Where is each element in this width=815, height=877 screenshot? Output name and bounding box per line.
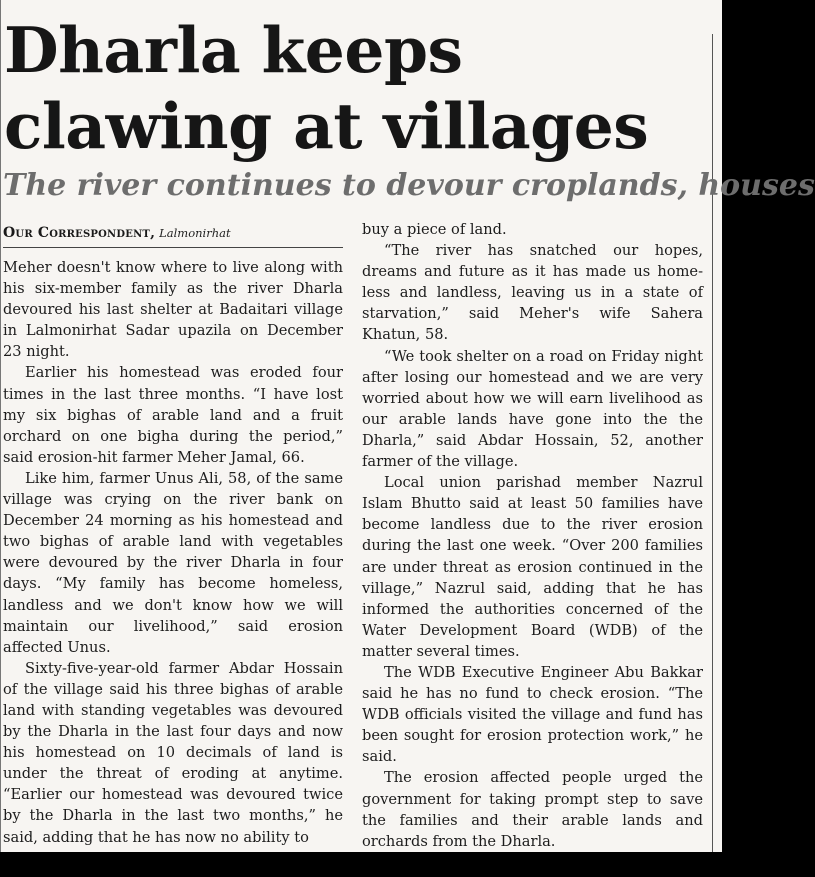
byline xyxy=(3,221,343,248)
paragraph: Earlier his homestead was eroded four times in the last three months. “I have lost my six bighas of arable land and a fruit orchard on one bigha during the period,” said erosion-hit farmer Meher Jamal, 66. xyxy=(3,364,343,466)
scan-bottom-edge xyxy=(0,852,722,877)
paragraph: “The river has snatched our hopes, dreams and future as it has made us homeless and landless, leaving us in a state of starvation,” said Meher's wife Sahera Khatun, 58. xyxy=(362,242,703,344)
paragraph: The WDB Executive Engineer Abu Bakkar said he has no fund to check erosion. “The WDB officials visited the village and fund has been sought for erosion protection work,” he said. xyxy=(362,663,703,766)
headline: Dharla keeps clawing at villages xyxy=(4,13,649,163)
paragraph: Local union parishad member Nazrul Islam Bhutto said at least 50 families have become landless due to the river erosion during the last one week. “Over 200 families are under threat as erosion continued in the village,” Nazrul said, adding that he has informed the authorities concerned of the Water Development Board (WDB) of the matter several times. xyxy=(362,474,703,660)
left-border-rule xyxy=(0,0,1,852)
column-border-rule xyxy=(712,34,713,852)
paragraph: Like him, farmer Unus Ali, 58, of the same village was crying on the river bank on December 24 morning as his homestead and two bighas of arable land with vegetables were devoured by the river Dharla in four days. “My family has become homeless, landless and we don't know how we will maintain our livelihood,” said erosion affected Unus. xyxy=(3,469,343,656)
paragraph: “We took shelter on a road on Friday night after losing our homestead and we are very worried about how we will earn livelihood as our arable lands have gone into the the Dharla,” said Abdar Hossain, 52, another farmer of the village. xyxy=(362,347,703,471)
subheadline: The river continues to devour croplands, houses xyxy=(3,168,815,203)
byline-author: Our Correspondent, xyxy=(3,225,156,241)
article-column-left xyxy=(3,257,343,848)
byline-location: Lalmonirhat xyxy=(159,226,231,240)
paragraph: Meher doesn't know where to live along with his six-member family as the river Dharla devoured his last shelter at Badaitari village in Lalmonirhat Sadar upazila on December 23 night. xyxy=(3,259,343,361)
article-column-right xyxy=(362,219,703,852)
paragraph: Sixty-five-year-old farmer Abdar Hossain of the village said his three bighas of arable land with standing vegetables was devoured by the Dharla in the last four days and now his homestead on 10 decimals of land is under the threat of eroding at anytime. “Earlier our homestead was devoured twice by the Dharla in the last two months,” he said, adding that he has now no ability to xyxy=(3,659,343,846)
paragraph: The erosion affected people urged the government for taking prompt step to save the families and their arable lands and orchards from the Dharla. xyxy=(362,769,703,850)
paragraph-continued: buy a piece of land. xyxy=(362,221,507,238)
